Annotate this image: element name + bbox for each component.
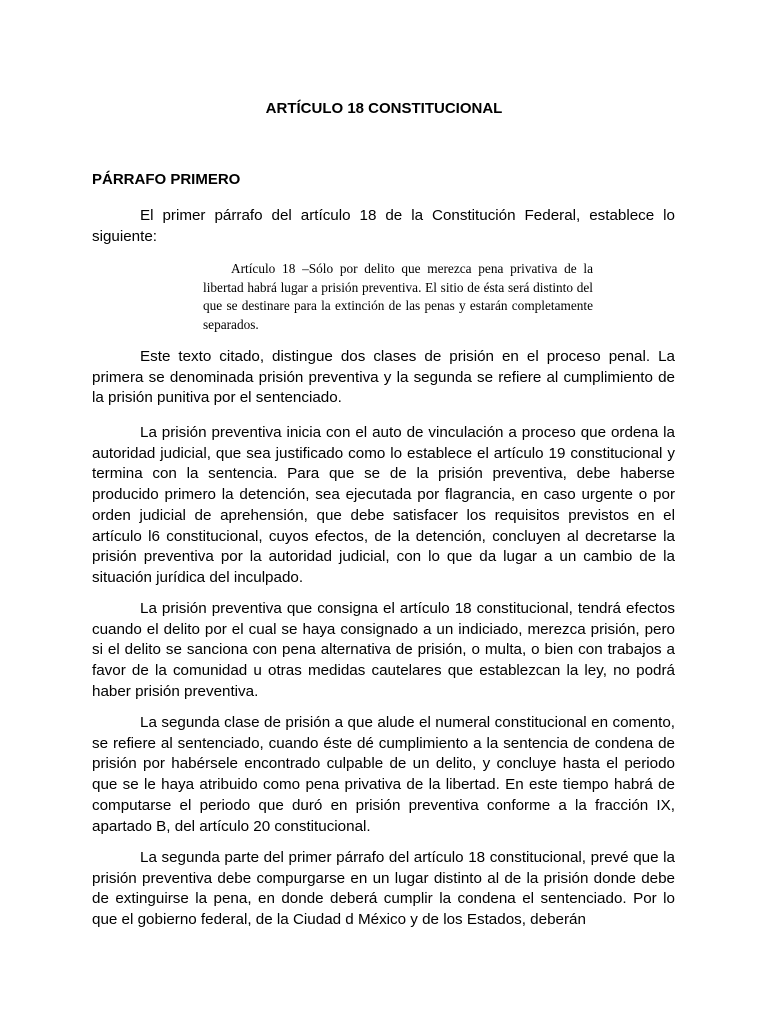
intro-paragraph: El primer párrafo del artículo 18 de la Constitución Federal, establece lo siguiente:: [92, 207, 675, 245]
body-paragraph: La segunda clase de prisión a que alude el numeral constitucional en comento, se refiere al sentenciado, cuando éste dé cumplimiento a la sentencia de condena de prisión por habérsele encontrado culpable de un delito, y concluye hasta el periodo que se le haya atribuido como pena privativa de la libertad. En este tiempo habrá de computarse el periodo que duró en prisión preventiva conforme a la fracción IX, apartado B, del artículo 20 constitucional.: [92, 714, 675, 835]
section-heading: PÁRRAFO PRIMERO: [92, 171, 241, 188]
body-paragraph: La prisión preventiva inicia con el auto de vinculación a proceso que ordena la autoridad judicial, que sea justificado como lo establece el artículo 19 constitucional y termina con la sentencia. Para que se de la prisión preventiva, debe haberse producido primero la detención, sea ejecutada por flagrancia, en caso urgente o por orden judicial de aprehensión, que debe satisfacer los requisitos previstos en el artículo l6 constitucional, cuyos efectos, de la detención, concluyen al decretarse la prisión preventiva por la autoridad judicial, con lo que da lugar a un cambio de la situación jurídica del inculpado.: [92, 424, 675, 586]
body-paragraph: La prisión preventiva que consigna el artículo 18 constitucional, tendrá efectos cuando el delito por el cual se haya consignado a un indiciado, merezca prisión, pero si el delito se sanciona con pena alternativa de prisión, o multa, o bien con trabajos a favor de la comunidad u otras medidas cautelares que establezcan la ley, no podrá haber prisión preventiva.: [92, 600, 675, 700]
body-paragraph: La segunda parte del primer párrafo del artículo 18 constitucional, prevé que la prisión preventiva debe compurgarse en un lugar distinto al de la prisión donde debe de extinguirse la pena, en donde deberá cumplir la condena el sentenciado. Por lo que el gobierno federal, de la Ciudad d México y de los Estados, deberán: [92, 849, 675, 929]
quoted-article-text: Artículo 18 –Sólo por delito que merezca pena privativa de la libertad habrá lugar a prisión preventiva. El sitio de ésta será distinto del que se destinare para la extinción de las penas y estarán completamente separados.: [203, 261, 593, 332]
document-title: ARTÍCULO 18 CONSTITUCIONAL: [265, 100, 503, 117]
body-paragraph: Este texto citado, distingue dos clases de prisión en el proceso penal. La primera se denominada prisión preventiva y la segunda se refiere al cumplimiento de la prisión punitiva por el sentenciado.: [92, 348, 675, 407]
